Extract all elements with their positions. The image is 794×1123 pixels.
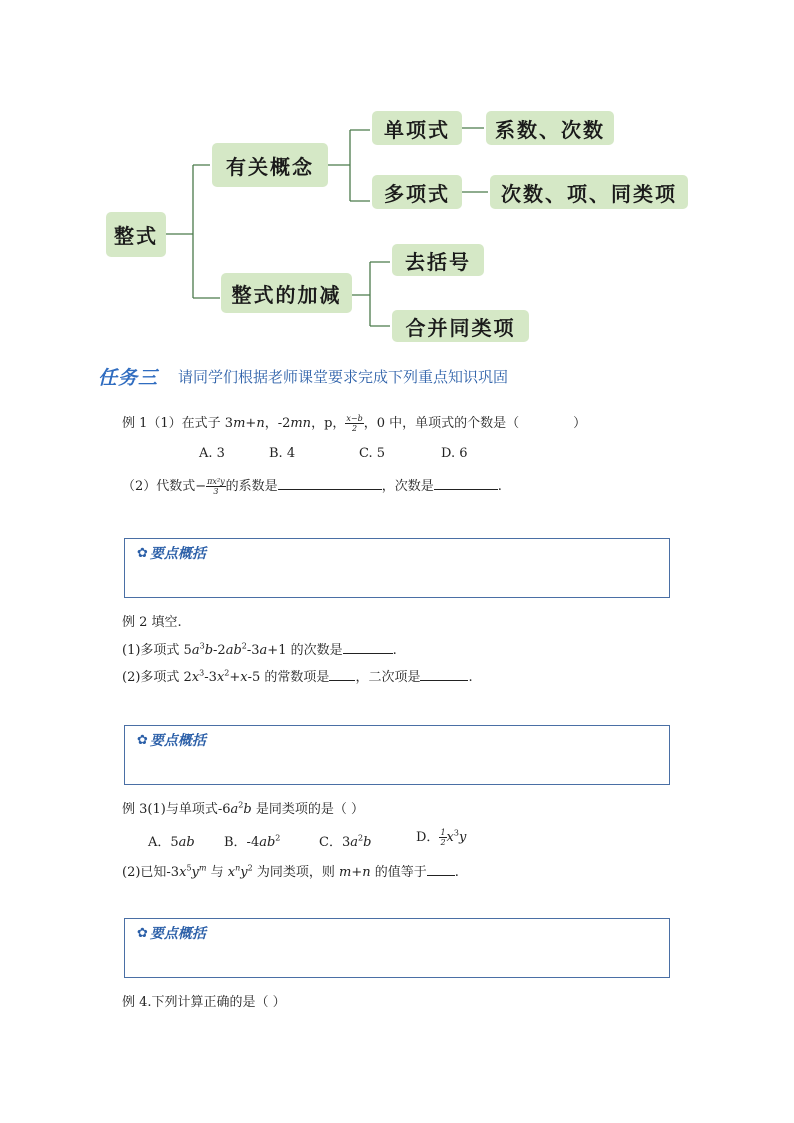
example-1-option-a: A. 3 [199,446,225,461]
summary-box[interactable] [124,918,670,978]
summary-title: ✿ 要点概括 [137,732,206,749]
lightbulb-icon: ✿ [137,732,148,748]
mind-map [0,0,794,360]
fraction: $\frac{x-b}{2}$ [346,414,363,433]
brackets-node: 去括号 [392,244,484,276]
example-3-option-c: C．$3a^2b$ [319,833,372,850]
answer-blank[interactable] [278,477,382,490]
summary-title: ✿ 要点概括 [137,545,206,562]
combine-terms-node: 合并同类项 [392,310,529,342]
fraction: $\frac{\text{πx²y}}{3}$ [207,477,225,496]
answer-blank[interactable] [420,668,468,681]
summary-box[interactable] [124,538,670,598]
polynomial-node: 多项式 [372,175,462,209]
root-node: 整式 [106,212,166,257]
answer-blank[interactable] [427,863,455,876]
summary-box[interactable] [124,725,670,785]
example-4-title: 例 4.下列计算正确的是（ ） [122,995,286,1010]
example-1-option-c: C. 5 [359,446,386,461]
monomial-node: 单项式 [372,111,462,145]
example-3-option-b: B．$-4ab^2$ [224,833,281,850]
task-header [98,362,508,390]
example-2-title: 例 2 填空. [122,615,182,630]
example-1-option-d: D. 6 [441,446,468,461]
example-3-option-d: D． $\frac{1}{2}$ $x^3y$ [416,828,467,847]
example-3-question-2: (2)已知$-3x^5y^m$ 与 $x^ny^2$ 为同类项，则 m+n 的值等于 . [122,863,459,880]
example-2-question-2: (2)多项式 $2x^3-3x^2+x-5$ 的常数项是 ，二次项是 . [122,668,473,685]
example-1-question-1: 例 1（1）在式子 3m+n，-2mn，p， $\frac{x-b}{2}$ ，0 中，单项式的个数是（ ） [122,414,587,433]
example-3-question-1: 例 3(1)与单项式$-6a^2b$ 是同类项的是（ ） [122,800,364,817]
concept-node: 有关概念 [212,143,328,187]
polynomial-detail-node: 次数、项、同类项 [490,175,688,209]
answer-blank[interactable] [343,641,393,654]
example-1-question-2: （2）代数式− $\frac{\text{πx²y}}{3}$ 的系数是 ，次数是 . [122,477,502,496]
summary-title: ✿ 要点概括 [137,925,206,942]
example-1-option-b: B. 4 [269,446,296,461]
example-3-option-a: A．5ab [148,835,195,850]
example-2-question-1: (1)多项式 $5a^3b-2ab^2-3a+1$ 的次数是 . [122,641,397,658]
task-label: 任务三 [98,366,159,389]
add-subtract-node: 整式的加减 [221,273,352,313]
lightbulb-icon: ✿ [137,545,148,561]
answer-blank[interactable] [329,668,355,681]
monomial-detail-node: 系数、次数 [486,111,614,145]
answer-blank[interactable] [434,477,498,490]
lightbulb-icon: ✿ [137,925,148,941]
task-instruction: 请同学们根据老师课堂要求完成下列重点知识巩固 [178,367,509,386]
